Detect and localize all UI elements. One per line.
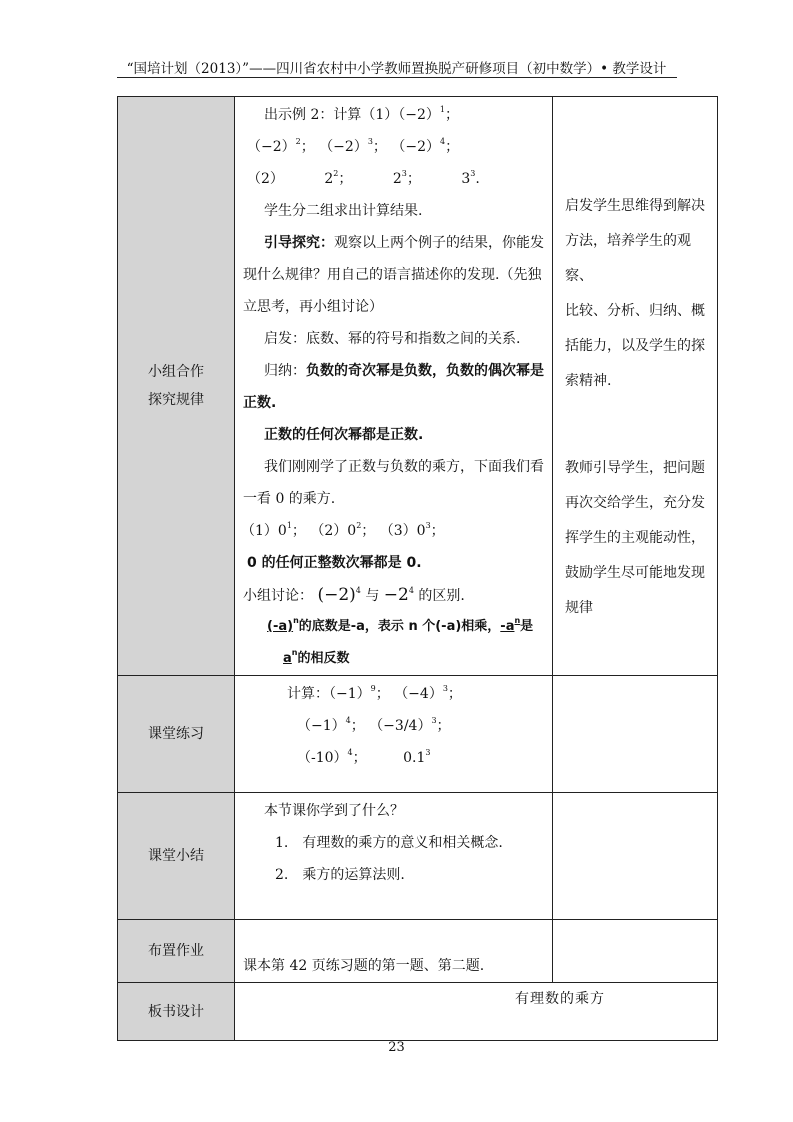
positive-power-rule: 正数的任何次幂都是正数. xyxy=(264,427,424,443)
header-rule xyxy=(117,77,677,78)
guided-inquiry-line: 引导探究：观察以上两个例子的结果，你能发 xyxy=(264,235,544,251)
homework-text: 课本第 42 页练习题的第一题、第二题. xyxy=(243,958,485,974)
running-header: “国培计划（2013）”——四川省农村中小学教师置换脱产研修项目（初中数学）• 教学设计 xyxy=(126,61,667,77)
powers-positive: （2） $2^2$； $2^3$； $3^3$. xyxy=(247,169,480,187)
note-line: 比较、分析、归纳、概 xyxy=(565,303,705,319)
induction-line-2: 正数. xyxy=(243,395,277,411)
note-line: 挥学生的主观能动性， xyxy=(565,530,705,546)
label-class-summary: 课堂小结 xyxy=(118,793,235,920)
summary-item-1: 1. 有理数的乘方的意义和相关概念. xyxy=(275,835,503,851)
zero-power-rule: 0 的任何正整数次幂都是 0. xyxy=(247,555,422,571)
label-line-2: 探究规律 xyxy=(148,392,204,408)
zero-powers-line: $(1)0^1$； $(2)0^2$； $(3)0^3$； xyxy=(241,521,445,539)
summary-content xyxy=(235,793,553,920)
note-line: 启发学生思维得到解决 xyxy=(565,198,705,214)
inquiry-line-3: 立思考，再小组讨论） xyxy=(243,299,383,315)
homework-content xyxy=(235,920,553,983)
note-line: 规律 xyxy=(565,600,593,616)
practice-notes xyxy=(553,676,718,793)
label-group-cooperation xyxy=(118,97,235,676)
note-line: 鼓励学生尽可能地发现 xyxy=(565,565,705,581)
induction-line: 归纳：负数的奇次幂是负数，负数的偶次幂是 xyxy=(264,363,544,379)
note-line: 括能力，以及学生的探 xyxy=(565,338,705,354)
homework-notes xyxy=(553,920,718,983)
page-number: 23 xyxy=(388,1040,405,1055)
group-calc-line: 学生分二组求出计算结果. xyxy=(264,203,423,219)
practice-line-1: 计算：$(-1)^9$； $(-4)^3$； xyxy=(287,684,462,702)
board-title: 有理数的乘方 xyxy=(515,991,605,1007)
practice-line-2: $(-1)^4$； $(-3/4)^3$； xyxy=(297,716,451,734)
summary-notes xyxy=(553,793,718,920)
practice-content xyxy=(235,676,553,793)
row-class-practice xyxy=(118,676,718,793)
label-homework: 布置作业 xyxy=(118,920,235,983)
group-discussion-line: 小组讨论： $(-2)^4$ 与 $-2^4$ 的区别. xyxy=(243,585,465,605)
label-line-1: 小组合作 xyxy=(148,364,204,380)
zero-intro-line-2: 一看 0 的乘方. xyxy=(243,491,336,507)
row-class-summary xyxy=(118,793,718,920)
inquiry-line-2: 现什么规律？用自己的语言描述你的发现.（先独 xyxy=(243,267,542,283)
row-homework xyxy=(118,920,718,983)
practice-line-3: $(-10)^4$； $0.1^3$ xyxy=(297,748,431,766)
neg-a-power-line: $(-a)^n$的底数是-a，表示 n 个(-a)相乘，$-a^n$是 xyxy=(267,616,534,634)
label-board-design: 板书设计 xyxy=(118,983,235,1041)
example-2-line: 出示例 2：计算$(1)(-2)^1$； xyxy=(264,105,459,123)
powers-negative-two: $(-2)^2$； $(-2)^3$； $(-2)^4$； xyxy=(247,137,460,155)
group-content xyxy=(235,97,553,676)
board-content xyxy=(235,983,718,1041)
lesson-plan-table xyxy=(117,96,718,1041)
zero-intro-line: 我们刚刚学了正数与负数的乘方，下面我们看 xyxy=(264,459,544,475)
hint-line: 启发：底数、幂的符号和指数之间的关系. xyxy=(264,331,521,347)
label-class-practice: 课堂练习 xyxy=(118,676,235,793)
summary-question: 本节课你学到了什么？ xyxy=(264,803,404,819)
opposite-number-line: $a^n$的相反数 xyxy=(283,648,350,666)
note-line: 教师引导学生，把问题 xyxy=(565,460,705,476)
note-line: 索精神. xyxy=(565,373,612,389)
summary-item-2: 2. 乘方的运算法则. xyxy=(275,867,405,883)
row-group-cooperation xyxy=(118,97,718,676)
group-notes xyxy=(553,97,718,676)
note-line: 方法，培养学生的观察、 xyxy=(565,233,691,284)
note-line: 再次交给学生，充分发 xyxy=(565,495,705,511)
row-board-design xyxy=(118,983,718,1041)
